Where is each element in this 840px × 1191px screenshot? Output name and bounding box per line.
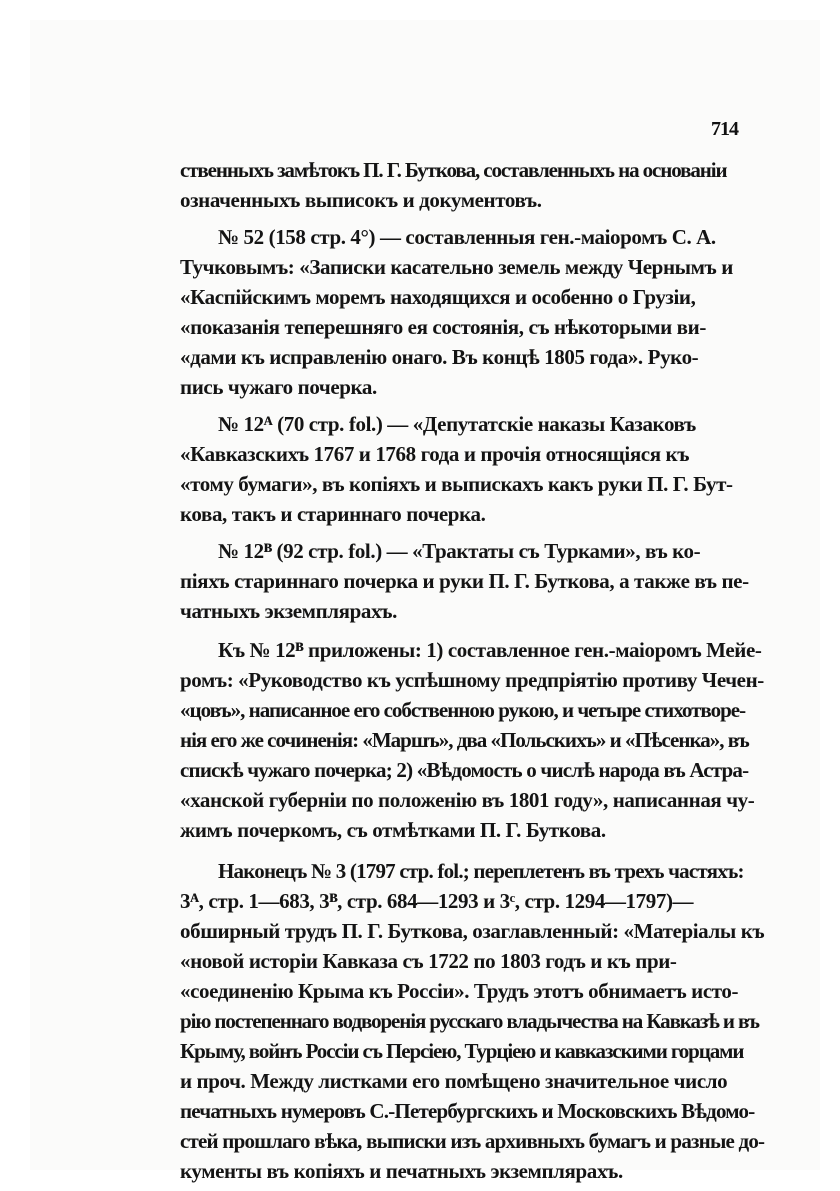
text-line: № 52 (158 стр. 4°) — составленныя ген.-маіоромъ С. А. xyxy=(218,225,716,249)
paragraph xyxy=(180,536,765,626)
text-line: жимъ почеркомъ, съ отмѣтками П. Г. Буткова. xyxy=(180,818,606,842)
text-line: «ханской губерніи по положенію въ 1801 году», написанная чу- xyxy=(180,788,755,812)
text-line: «соединенію Крыма къ Россіи». Трудъ этотъ обнимаетъ исто- xyxy=(180,979,739,1003)
text-line: Тучковымъ: «Записки касательно земель между Чернымъ и xyxy=(180,255,733,279)
text-line: «тому бумаги», въ копіяхъ и выпискахъ какъ руки П. Г. Бут- xyxy=(180,472,733,496)
text-line: означенныхъ выписокъ и документовъ. xyxy=(180,188,542,212)
text-line: и проч. Между листками его помѣщено значительное число xyxy=(180,1069,728,1093)
paragraph xyxy=(180,635,765,845)
text-line: спискѣ чужаго почерка; 2) «Вѣдомость о числѣ народа въ Астра- xyxy=(180,758,749,782)
text-line: «Каспійскимъ моремъ находящихся и особенно о Грузіи, xyxy=(180,285,696,309)
text-line: № 12ᴬ (70 стр. fol.) — «Депутатскіе наказы Казаковъ xyxy=(218,412,696,436)
scanned-page xyxy=(30,20,820,1183)
paragraph xyxy=(180,409,765,529)
text-line: «Кавказскихъ 1767 и 1768 года и прочія относящіяся къ xyxy=(180,442,690,466)
text-line: нія его же сочиненія: «Маршъ», два «Польскихъ» и «Пѣсенка», въ xyxy=(180,728,749,752)
text-line: Къ № 12ᴮ приложены: 1) составленное ген.-маіоромъ Мейе- xyxy=(218,638,762,662)
text-line: Крыму, войнъ Россіи съ Персіею, Турціею и кавказскими горцами xyxy=(180,1039,744,1063)
paragraph xyxy=(180,155,765,215)
paragraph xyxy=(180,222,765,402)
text-line: «новой исторіи Кавказа съ 1722 по 1803 годъ и къ при- xyxy=(180,949,677,973)
paragraph xyxy=(180,856,765,1186)
text-line: № 12ᴮ (92 стр. fol.) — «Трактаты съ Турками», въ ко- xyxy=(218,539,701,563)
text-line: кументы въ копіяхъ и печатныхъ экземплярахъ. xyxy=(180,1159,623,1183)
text-line: ственныхъ замѣтокъ П. Г. Буткова, составленныхъ на основаніи xyxy=(180,158,727,182)
text-line: стей прошлаго вѣка, выписки изъ архивныхъ бумагъ и разные до- xyxy=(180,1129,765,1153)
text-line: кова, такъ и стариннаго почерка. xyxy=(180,502,486,526)
text-line: «цовъ», написанное его собственною рукою, и четыре стихотворе- xyxy=(180,698,746,722)
text-line: печатныхъ нумеровъ С.-Петербургскихъ и Московскихъ Вѣдомо- xyxy=(180,1099,755,1123)
text-line: ромъ: «Руководство къ успѣшному предпріятію противу Чечен- xyxy=(180,668,764,692)
page-number: 714 xyxy=(711,118,738,140)
body-text xyxy=(180,155,765,1186)
text-line: «дами къ исправленію онаго. Въ концѣ 1805 года». Руко- xyxy=(180,345,699,369)
text-line: пись чужаго почерка. xyxy=(180,375,377,399)
text-line: Наконецъ № 3 (1797 стр. fol.; переплетенъ въ трехъ частяхъ: xyxy=(218,859,744,883)
text-line: піяхъ стариннаго почерка и руки П. Г. Буткова, а также въ пе- xyxy=(180,569,749,593)
text-line: чатныхъ экземплярахъ. xyxy=(180,599,397,623)
text-line: рію постепеннаго водворенія русскаго владычества на Кавказѣ и въ xyxy=(180,1009,759,1033)
text-line: «показанія теперешняго ея состоянія, съ нѣкоторыми ви- xyxy=(180,315,706,339)
text-line: обширный трудъ П. Г. Буткова, озаглавленный: «Матеріалы къ xyxy=(180,919,765,943)
text-line: 3ᴬ, стр. 1—683, 3ᴮ, стр. 684—1293 и 3ᶜ, стр. 1294—1797)— xyxy=(180,889,694,913)
